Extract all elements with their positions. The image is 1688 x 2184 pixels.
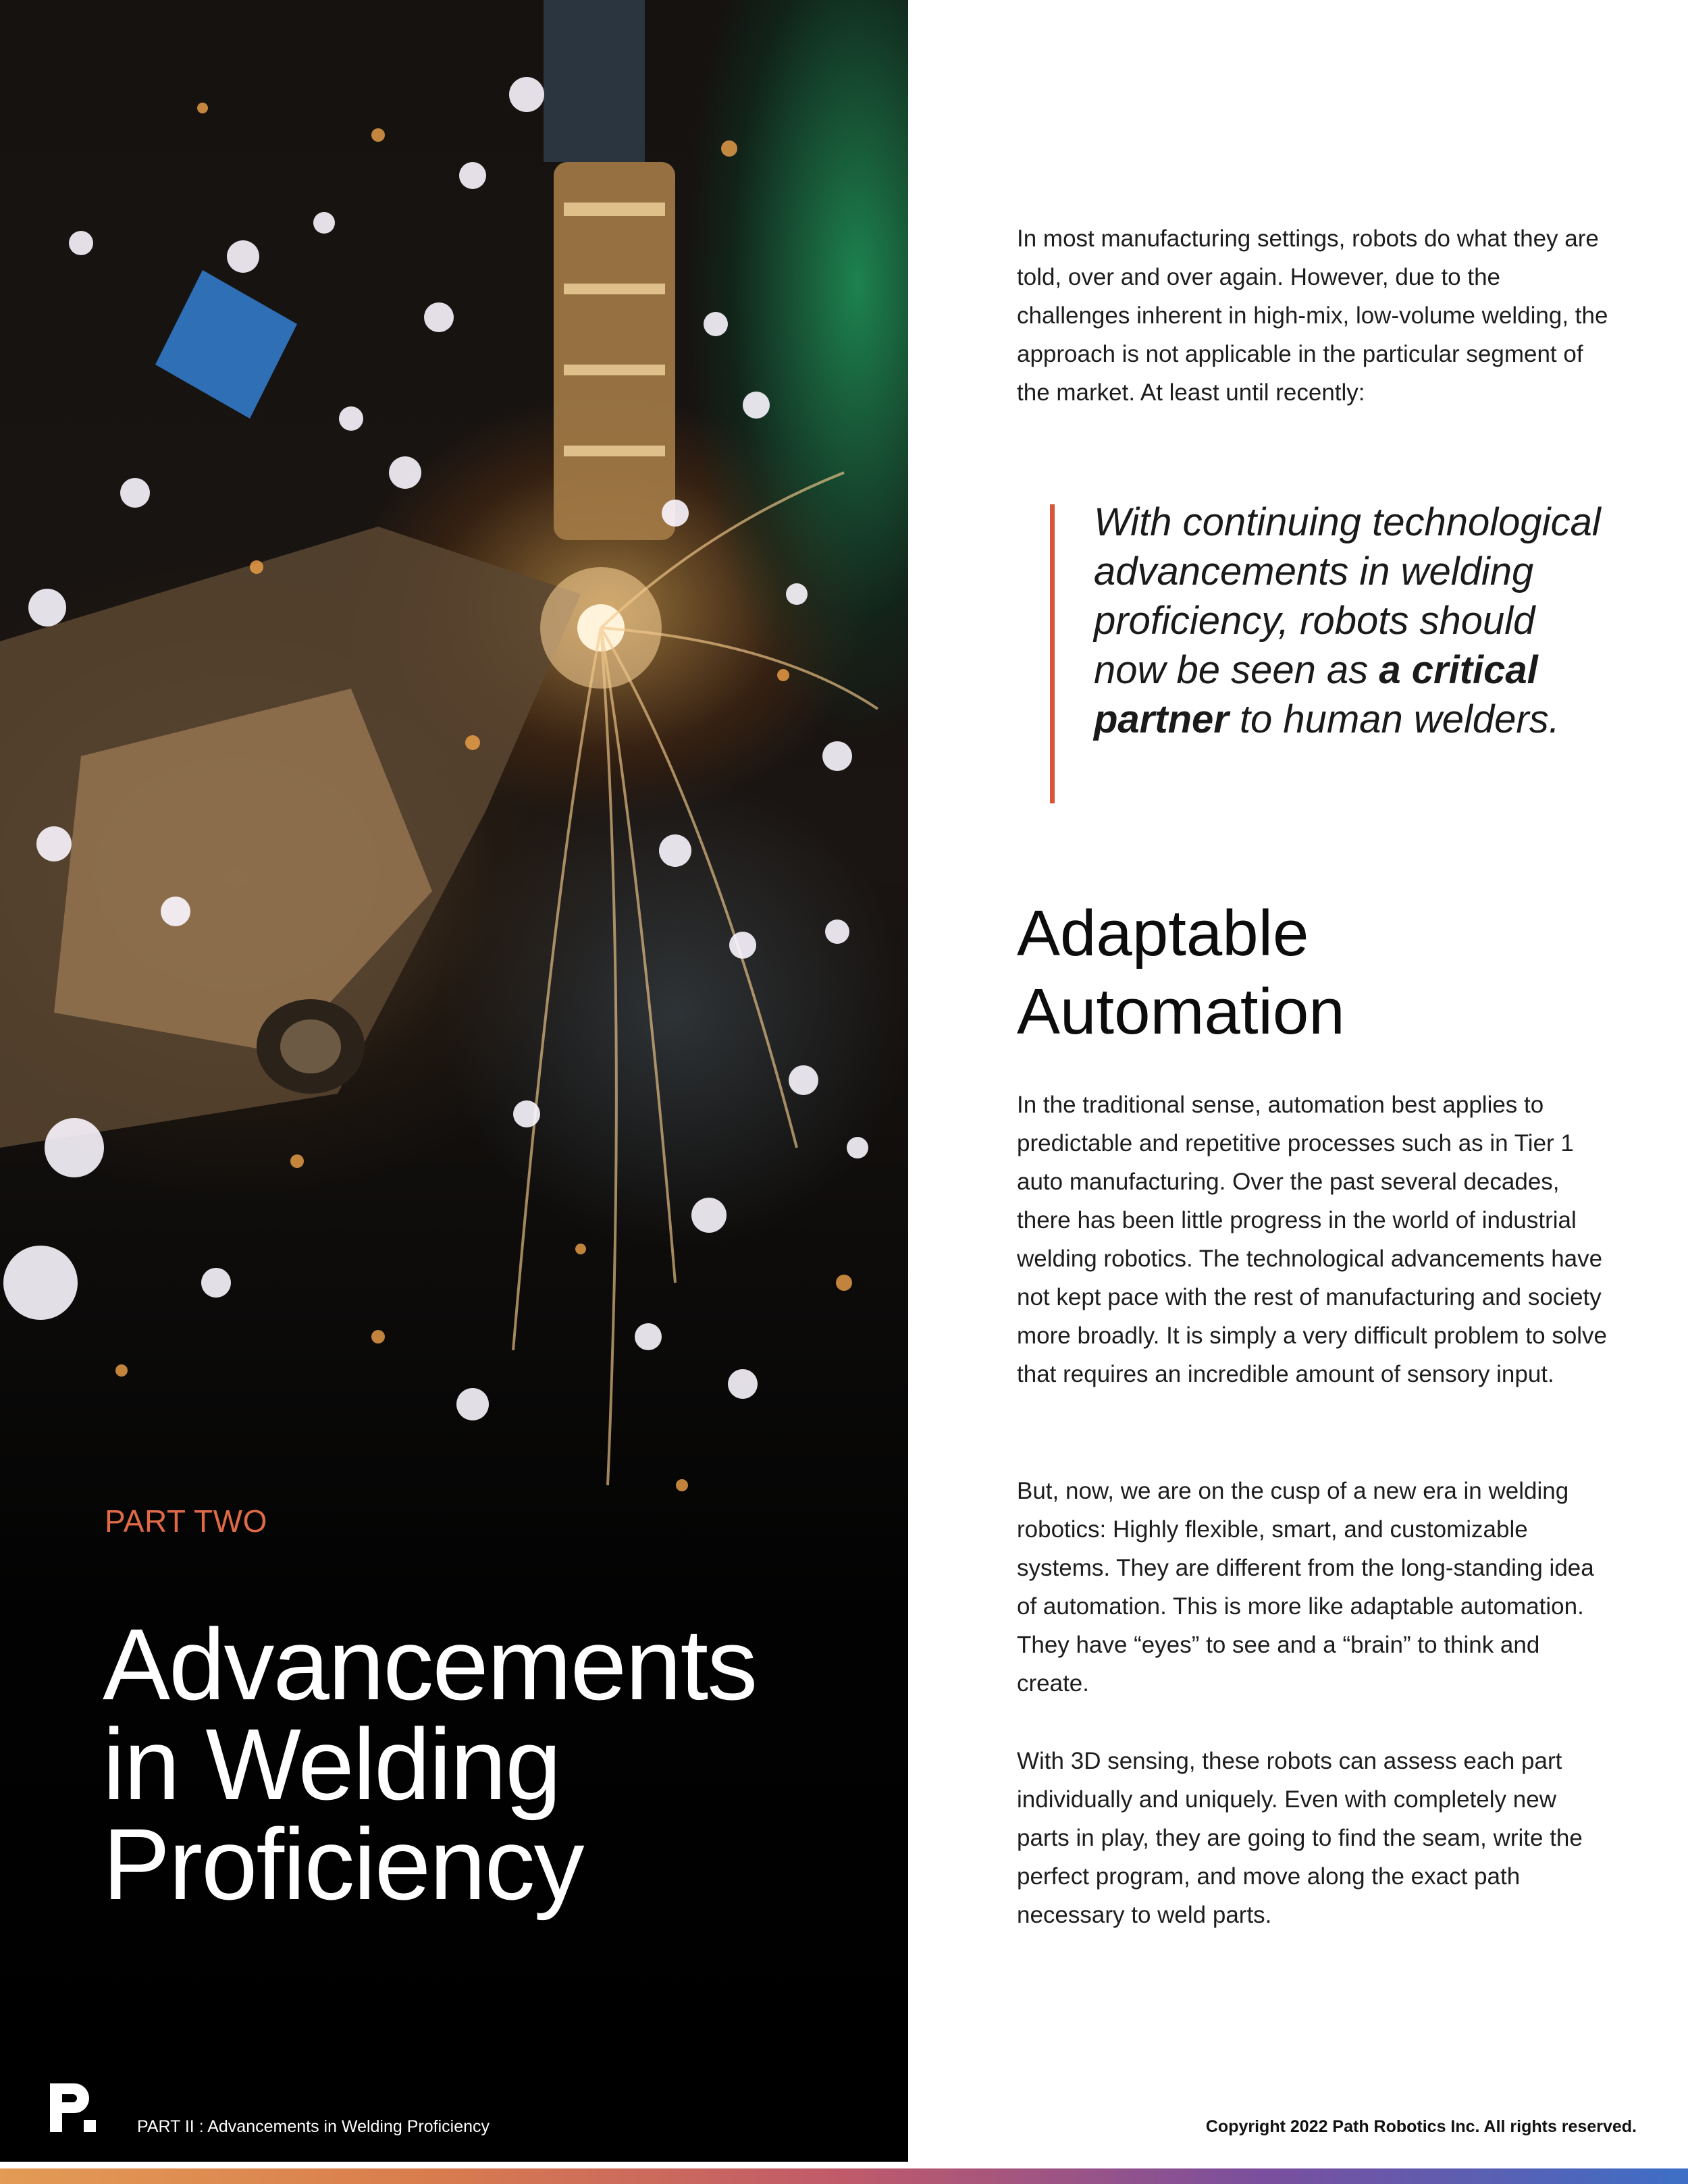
- body-paragraph-1: In the traditional sense, automation best applies to predictable and repetitive processes such as in Tier 1 auto manufacturing. Over the past several decades, there has been little progress in the world of industrial welding robotics. The technological advancements have not kept pace with the rest of manufacturing and society more broadly. It is simply a very difficult problem to solve that requires an incredible amount of sensory input.: [1017, 1092, 1608, 1387]
- section-title-line-3: Proficiency: [103, 1807, 583, 1921]
- section-heading-line-1: Adaptable: [1017, 897, 1309, 969]
- section-heading: [1017, 895, 1345, 1051]
- section-title-line-1: Advancements: [103, 1607, 757, 1721]
- part-label: PART TWO: [105, 1503, 267, 1539]
- body-paragraph-3: With 3D sensing, these robots can assess each part individually and uniquely. Even with completely new parts in play, they are going to find the seam, write the perfect program, and move along the exact path necessary to weld parts.: [1017, 1748, 1583, 1928]
- pull-quote-text: With continuing technological advancements in welding proficiency, robots should now be seen as: [1094, 500, 1601, 692]
- intro-paragraph: In most manufacturing settings, robots do what they are told, over and over again. However, due to the challenges inherent in high-mix, low-volume welding, the approach is not applicable in the particular segment of the market. At least until recently:: [1017, 225, 1608, 406]
- copyright-notice: Copyright 2022 Path Robotics Inc. All rights reserved.: [1205, 2117, 1637, 2136]
- pull-quote: [1094, 498, 1607, 744]
- section-title: [103, 1607, 879, 1921]
- pull-quote-end: to human welders.: [1228, 697, 1560, 741]
- pull-quote-emphasis: a critical partner: [1094, 648, 1538, 741]
- path-robotics-logo-icon: [47, 2081, 99, 2135]
- section-heading-line-2: Automation: [1017, 976, 1345, 1048]
- gradient-bottom-strip: [0, 2168, 1688, 2184]
- footer-section-label: PART II : Advancements in Welding Proficiency: [137, 2117, 490, 2136]
- section-title-line-2: in Welding: [103, 1707, 560, 1821]
- quote-accent-bar: [1050, 504, 1055, 803]
- body-paragraph-2: But, now, we are on the cusp of a new era in welding robotics: Highly flexible, smart, and customizable systems. They are different from the long-standing idea of automation. This is more like adaptable automation. They have “eyes” to see and a “brain” to think and create.: [1017, 1478, 1594, 1697]
